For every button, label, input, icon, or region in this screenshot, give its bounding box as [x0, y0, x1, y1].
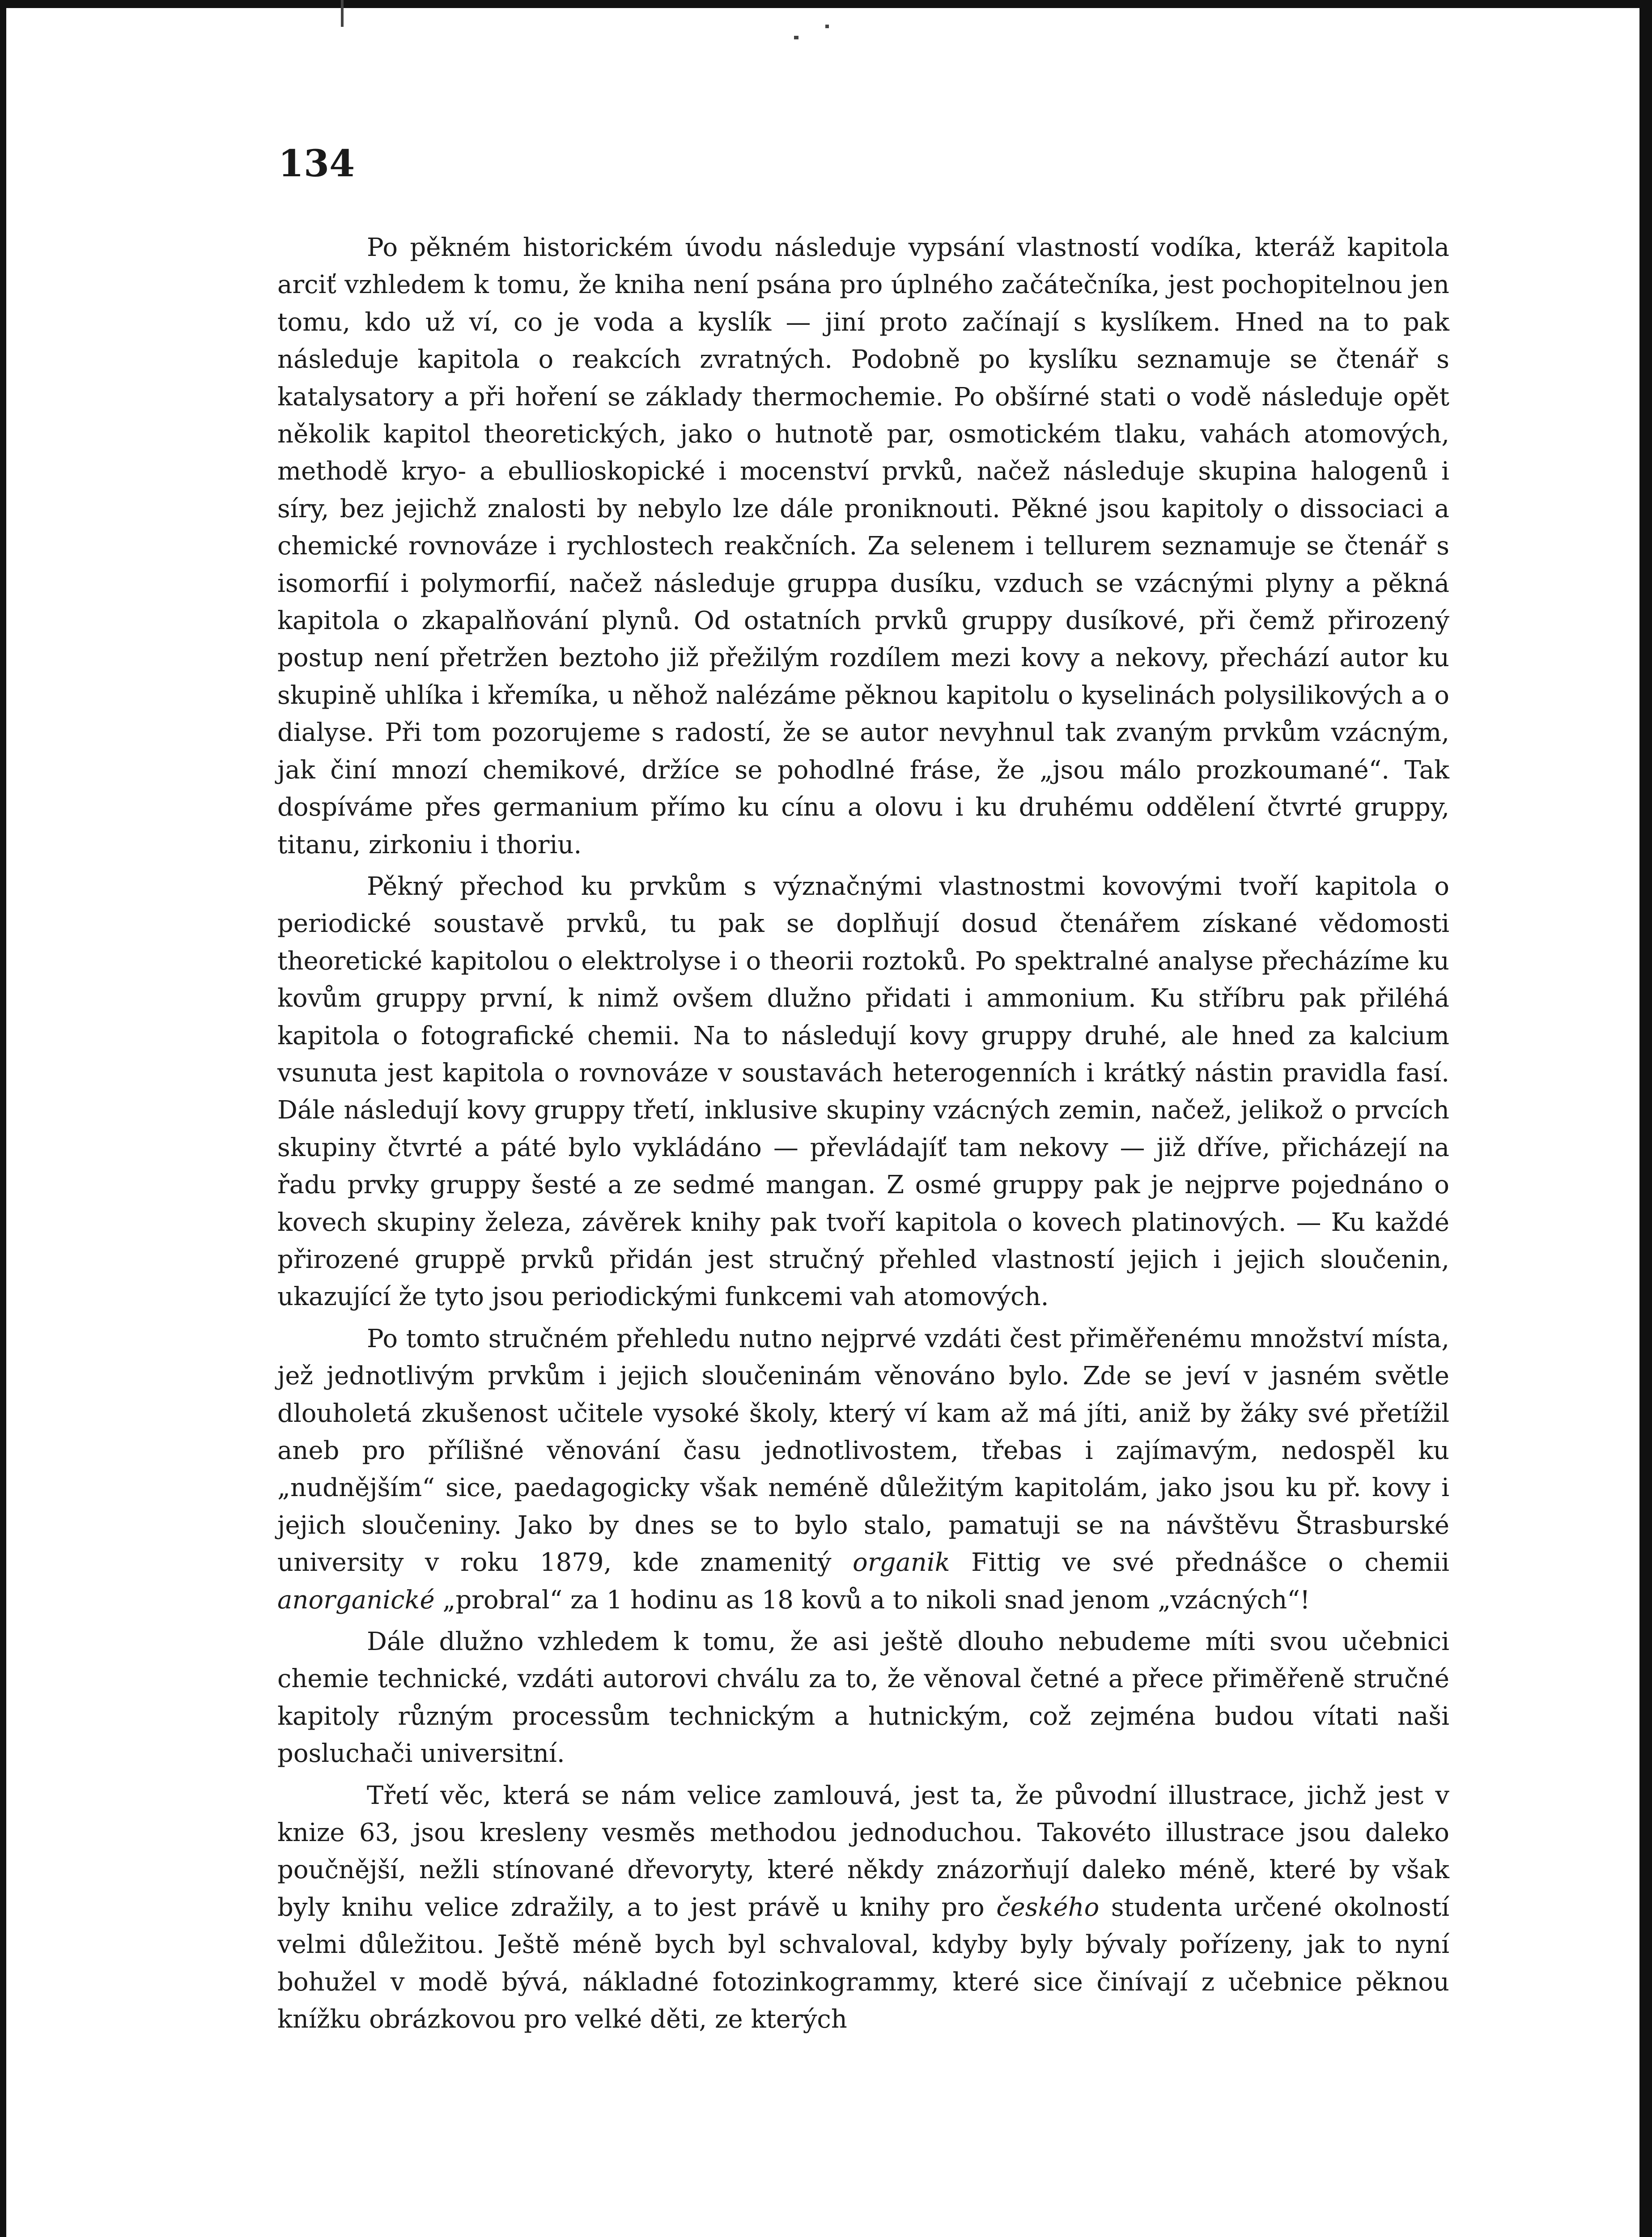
page-number: 134	[278, 142, 355, 185]
italic-term: českého	[996, 1893, 1100, 1922]
paragraph-3	[277, 1320, 1449, 1619]
text-run: Třetí věc, která se nám velice zamlouvá, jest ta, že původní illustrace, jichž jest v knize 63, jsou kresleny vesměs methodou jednoduchou. Takovéto illustrace jsou daleko poučnější, nežli stínované dřevoryty, které někdy znázorňují daleko méně, které by však byly knihu velice zdražily, a to jest právě u knihy pro	[277, 1781, 1449, 1922]
paragraph-1	[277, 229, 1449, 863]
scan-speck-top	[341, 0, 344, 27]
scan-speck-mid-2	[825, 25, 829, 28]
paragraph-2	[277, 868, 1449, 1316]
text-run: Po tomto stručném přehledu nutno nejprvé vzdáti čest přiměřenému množství místa, jež jednotlivým prvkům i jejich sloučeninám věnováno bylo. Zde se jeví v jasném světle dlouholetá zkušenost učitele vysoké školy, který ví kam až má jíti, aniž by žáky své přetížil aneb pro přílišné věnování času jednotlivostem, třebas i zajímavým, nedospěl ku „nudnějším“ sice, paedagogicky však neméně důležitým kapitolám, jako jsou ku př. kovy i jejich sloučeniny. Jako by dnes se to bylo stalo, pamatuji se na návštěvu Štrasburské university v roku 1879, kde znamenitý	[277, 1324, 1449, 1578]
body-text	[277, 229, 1449, 2043]
text-run: Pěkný přechod ku prvkům s význačnými vlastnostmi kovovými tvoří kapitola o periodické soustavě prvků, tu pak se doplňují dosud čtenářem získané vědomosti theoretické kapitolou o elektrolyse i o theorii roztoků. Po spektralné analyse přecházíme ku kovům gruppy první, k nimž ovšem dlužno přidati i ammonium. Ku stříbru pak přiléhá kapitola o fotografické chemii. Na to následují kovy gruppy druhé, ale hned za kalcium vsunuta jest kapitola o rovnováze v soustavách heterogenních i krátký nástin pravidla fasí. Dále následují kovy gruppy třetí, inklusive skupiny vzácných zemin, načež, jelikož o prvcích skupiny čtvrté a páté bylo vykládáno — převládajíť tam nekovy — již dříve, přicházejí na řadu prvky gruppy šesté a ze sedmé mangan. Z osmé gruppy pak je nejprve pojednáno o kovech skupiny železa, závěrek knihy pak tvoří kapitola o kovech platinových. — Ku každé přirozené gruppě prvků přidán jest stručný přehled vlastností jejich i jejich sloučenin, ukazující že tyto jsou periodickými funkcemi vah atomových.	[277, 872, 1449, 1312]
paragraph-5	[277, 1777, 1449, 2038]
italic-term: anorganické	[277, 1585, 435, 1615]
paragraph-4	[277, 1623, 1449, 1773]
text-run: Dále dlužno vzhledem k tomu, že asi ještě dlouho nebudeme míti svou učebnici chemie technické, vzdáti autorovi chválu za to, že věnoval četné a přece přiměřeně stručné kapitoly různým processům technickým a hutnickým, což zejména budou vítati naši posluchači universitní.	[277, 1627, 1449, 1769]
scan-speck-mid	[794, 36, 798, 39]
text-run: „probral“ za 1 hodinu as 18 kovů a to nikoli snad jenom „vzácných“!	[434, 1585, 1310, 1615]
text-run: Fittig ve své přednášce o chemii	[950, 1548, 1450, 1578]
text-run: Po pěkném historickém úvodu následuje vypsání vlastností vodíka, kteráž kapitola arciť vzhledem k tomu, že kniha není psána pro úplného začátečníka, jest pochopitelnou jen tomu, kdo už ví, co je voda a kyslík — jiní proto začínají s kyslíkem. Hned na to pak následuje kapitola o reakcích zvratných. Podobně po kyslíku seznamuje se čtenář s katalysatory a při hoření se základy thermochemie. Po obšírné stati o vodě následuje opět několik kapitol theoretických, jako o hutnotě par, osmotickém tlaku, vahách atomových, methodě kryo- a ebullioskopické i mocenství prvků, načež následuje skupina halogenů i síry, bez jejichž znalosti by nebylo lze dále proniknouti. Pěkné jsou kapitoly o dissociaci a chemické rovnováze i rychlostech reakčních. Za selenem i tellurem seznamuje se čtenář s isomorfií i polymorfií, načež následuje gruppa dusíku, vzduch se vzácnými plyny a pěkná kapitola o zkapalňování plynů. Od ostatních prvků gruppy dusíkové, při čemž přirozený postup není přetržen beztoho již přežilým rozdílem mezi kovy a nekovy, přechází autor ku skupině uhlíka i křemíka, u něhož nalézáme pěknou kapitolu o kyselinách polysilikových a o dialyse. Při tom pozorujeme s radostí, že se autor nevyhnul tak zvaným prvkům vzácným, jak činí mnozí chemikové, držíce se pohodlné fráse, že „jsou málo prozkoumané“. Tak dospíváme přes germanium přímo ku cínu a olovu i ku druhému oddělení čtvrté gruppy, titanu, zirkoniu i thoriu.	[277, 233, 1449, 859]
italic-term: organik	[853, 1548, 950, 1578]
text-run: studenta určené okolností velmi důležitou. Ještě méně bych byl schvaloval, kdyby byly bývaly pořízeny, jak to nyní bohužel v modě bývá, nákladné fotozinkogrammy, které sice činívají z učebnice pěknou knížku obrázkovou pro velké děti, ze kterých	[277, 1893, 1449, 2034]
